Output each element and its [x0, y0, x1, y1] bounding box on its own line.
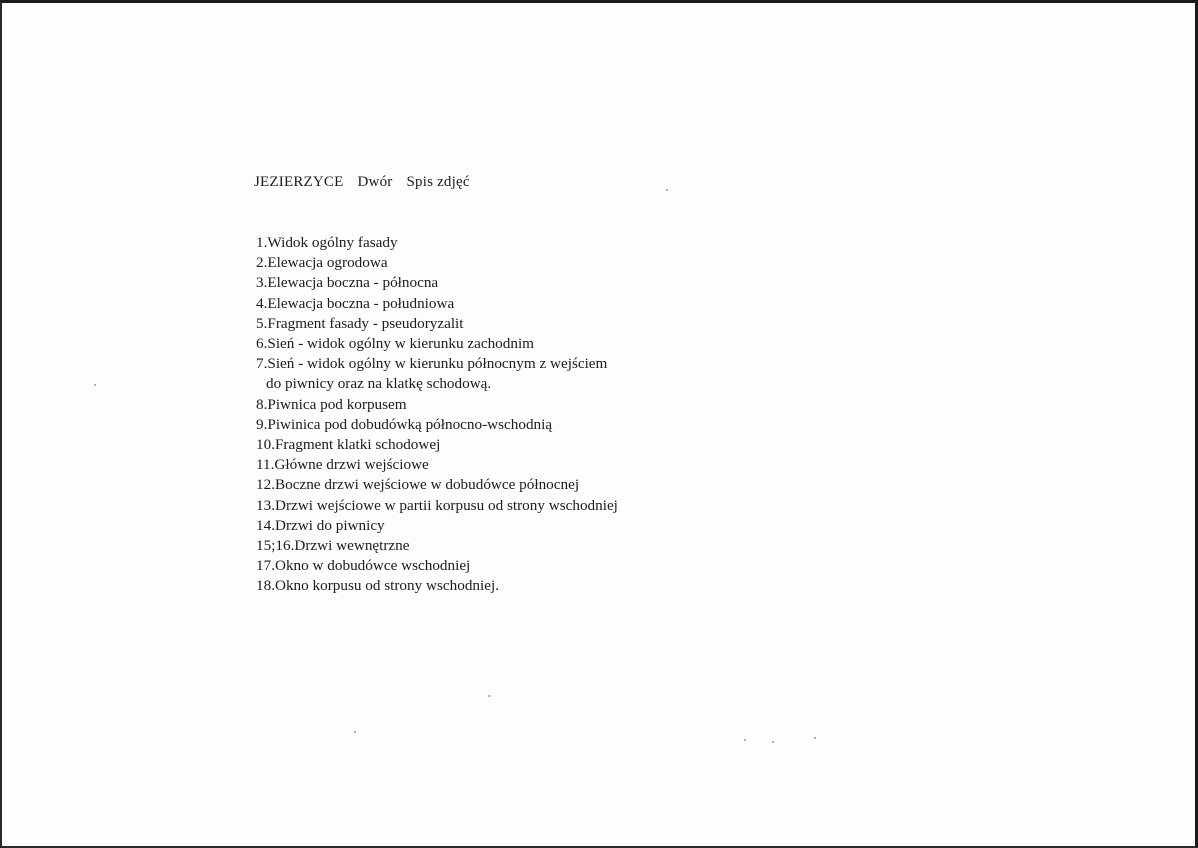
list-item: 3.Elewacja boczna - północna	[256, 274, 439, 292]
title-place: JEZIERZYCE	[254, 174, 344, 190]
list-item: 14.Drzwi do piwnicy	[256, 516, 385, 534]
title-object: Dwór	[357, 174, 393, 190]
scan-speck	[814, 737, 816, 739]
scan-speck	[666, 189, 668, 191]
list-item: 5.Fragment fasady - pseudoryzalit	[256, 314, 464, 332]
list-item: 13.Drzwi wejściowe w partii korpusu od strony wschodniej	[256, 496, 618, 514]
list-item: 15;16.Drzwi wewnętrzne	[256, 537, 410, 555]
list-item: 10.Fragment klatki schodowej	[256, 436, 441, 454]
list-item: 12.Boczne drzwi wejściowe w dobudówce północnej	[256, 476, 580, 494]
list-item: 1.Widok ogólny fasady	[256, 234, 398, 251]
list-item: 6.Sień - widok ogólny w kierunku zachodnim	[256, 335, 534, 353]
scan-speck	[488, 695, 490, 697]
scan-speck	[354, 731, 356, 733]
list-item: 18.Okno korpusu od strony wschodniej.	[256, 577, 499, 595]
scan-speck	[744, 739, 746, 741]
list-item: 2.Elewacja ogrodowa	[256, 254, 388, 272]
list-item: 4.Elewacja boczna - południowa	[256, 294, 455, 312]
list-item: 11.Główne drzwi wejściowe	[256, 456, 429, 474]
scan-speck	[772, 741, 774, 743]
document-title	[254, 174, 484, 191]
list-item: 17.Okno w dobudówce wschodniej	[256, 557, 471, 575]
scan-speck	[94, 384, 96, 386]
list-item: 7.Sień - widok ogólny w kierunku północnym z wejściem	[256, 355, 608, 373]
photo-list	[256, 233, 618, 597]
list-item: 8.Piwnica pod korpusem	[256, 395, 407, 413]
title-subject: Spis zdjęć	[406, 174, 470, 190]
list-item-continuation: do piwnicy oraz na klatkę schodową.	[266, 375, 492, 393]
list-item: 9.Piwinica pod dobudówką północno-wschodnią	[256, 415, 553, 433]
